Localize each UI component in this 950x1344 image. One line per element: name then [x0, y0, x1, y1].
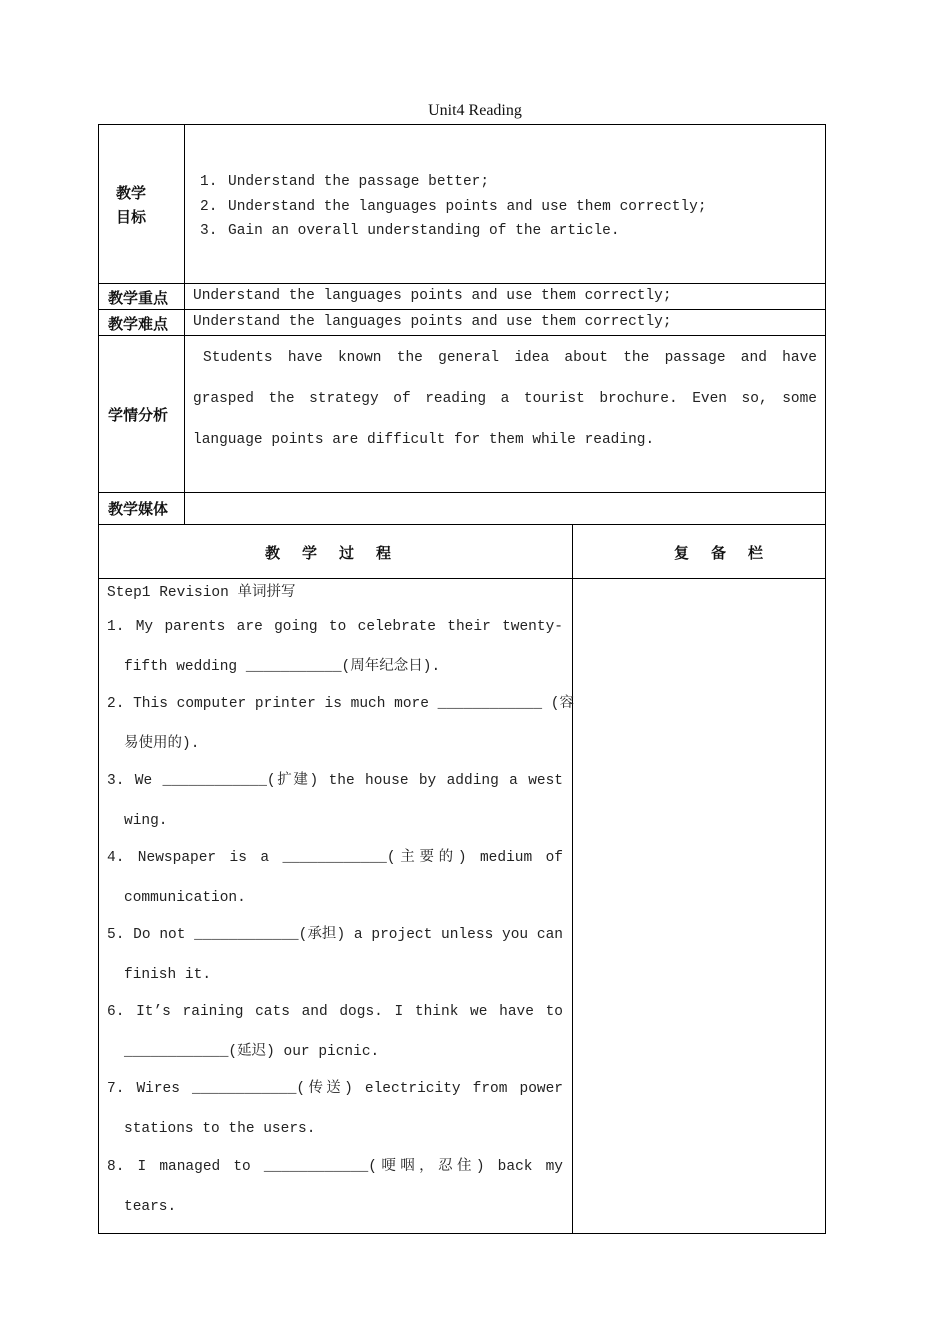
goals-list — [200, 170, 707, 244]
exercise-item: 8. I managed to ____________(哽咽，忍住) back my tears. — [107, 1159, 563, 1215]
notes-header: 复备栏 — [674, 544, 786, 562]
exercise-item: 2. This computer printer is much more ____________ (容 易使用的). — [107, 696, 574, 752]
goal-item: 2. Understand the languages points and use them correctly; — [200, 198, 707, 215]
difficulties-text: Understand the languages points and use them correctly; — [193, 314, 672, 330]
analysis-text: Students have known the general idea about the passage and have grasped the strategy of reading a tourist brochure. Even so, some language points are difficult for them while reading. — [193, 350, 817, 448]
keypoints-text: Understand the languages points and use them correctly; — [193, 288, 672, 304]
document-title: Unit4 Reading — [428, 102, 522, 119]
exercise-item: 1. My parents are going to celebrate their twenty- fifth wedding ___________(周年纪念日). — [107, 619, 563, 675]
exercise-item: 3. We ____________(扩建) the house by adding a west wing. — [107, 773, 563, 829]
goals-label-cell — [98, 124, 185, 284]
exercise-item: 4. Newspaper is a ____________(主要的) medium of communication. — [107, 850, 563, 906]
notes-body-cell — [572, 578, 826, 1234]
media-label: 教学媒体 — [108, 500, 169, 518]
process-header: 教学过程 — [265, 544, 414, 562]
goals-label-line1: 教学 — [116, 184, 147, 202]
media-content-cell — [184, 492, 826, 525]
goal-item: 3. Gain an overall understanding of the article. — [200, 223, 620, 239]
step1-title: Step1 Revision 单词拼写 — [107, 585, 296, 601]
keypoints-label: 教学重点 — [108, 289, 169, 307]
exercise-item: 7. Wires ____________(传送) electricity from power stations to the users. — [107, 1081, 563, 1137]
goal-item: 1. Understand the passage better; — [200, 174, 490, 190]
goals-label-line2: 目标 — [116, 208, 147, 226]
difficulties-label: 教学难点 — [108, 315, 169, 333]
exercise-item: 5. Do not ____________(承担) a project unless you can finish it. — [107, 927, 563, 983]
analysis-label: 学情分析 — [108, 406, 169, 424]
exercise-item: 6. It’s raining cats and dogs. I think we have to ____________(延迟) our picnic. — [107, 1004, 563, 1060]
